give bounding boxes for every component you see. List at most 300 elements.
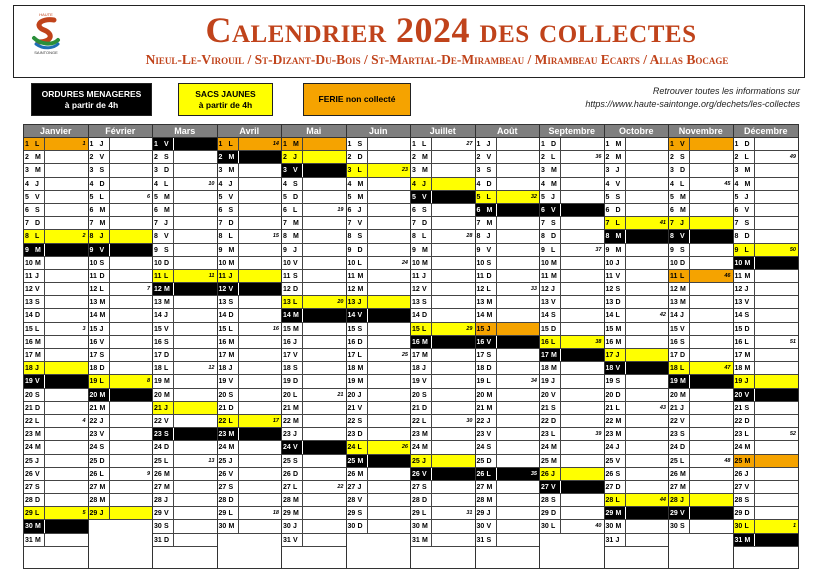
weekday-letter: L: [228, 417, 233, 425]
day-number: 15: [154, 325, 162, 333]
week-number: 21: [337, 391, 344, 398]
weekday-letter: J: [228, 272, 233, 280]
weekday-letter: M: [486, 404, 493, 412]
day-number: 11: [605, 272, 613, 280]
day-number: 11: [89, 272, 97, 280]
day-cell: [496, 389, 540, 401]
day-number: 7: [218, 220, 223, 228]
day-row: [24, 455, 88, 468]
day-number: 30: [476, 523, 485, 531]
weekday-letter: S: [293, 180, 298, 188]
day-row: [282, 428, 346, 441]
weekday-letter: S: [615, 470, 621, 478]
day-row: [153, 336, 217, 349]
day-number: 24: [734, 444, 743, 452]
day-row: [734, 257, 799, 270]
day-row: [734, 309, 799, 322]
day-row: [476, 481, 540, 494]
day-cell: [367, 217, 411, 229]
day-cell: [625, 428, 669, 440]
day-cell: [173, 507, 217, 519]
day-row: [282, 270, 346, 283]
weekday-letter: L: [551, 154, 556, 162]
day-cell: [496, 230, 540, 242]
weekday-letter: M: [35, 536, 41, 544]
day-row: [24, 494, 88, 507]
day-row: [89, 428, 153, 441]
day-row: [734, 534, 799, 547]
weekday-letter: M: [164, 378, 170, 386]
weekday-letter: M: [164, 193, 170, 201]
day-number: 13: [25, 299, 33, 307]
day-cell: [44, 164, 88, 176]
day-number: 23: [605, 431, 614, 439]
day-cell: [367, 402, 411, 414]
weekday-letter: V: [99, 154, 105, 162]
day-number: 22: [283, 417, 291, 425]
day-number: 9: [347, 246, 352, 254]
day-number: 10: [154, 259, 162, 267]
weekday-letter: M: [551, 272, 557, 280]
weekday-letter: M: [486, 220, 493, 228]
weekday-letter: J: [551, 193, 555, 201]
day-row: [153, 244, 217, 257]
weekday-letter: M: [357, 180, 364, 188]
weekday-letter: V: [228, 286, 234, 294]
day-row: [24, 138, 88, 151]
day-number: 16: [670, 338, 678, 346]
day-cell: [302, 415, 346, 427]
day-cell: [496, 217, 540, 229]
day-row: [669, 415, 733, 428]
weekday-letter: M: [35, 523, 41, 531]
day-row: [605, 428, 669, 441]
weekday-letter: S: [680, 154, 685, 162]
day-cell: [625, 244, 669, 256]
day-number: 19: [670, 378, 678, 386]
day-number: 19: [283, 378, 291, 386]
weekday-letter: V: [422, 193, 427, 201]
day-row: [24, 534, 88, 547]
weekday-letter: J: [164, 404, 168, 412]
day-row: [411, 534, 475, 547]
weekday-letter: J: [744, 470, 749, 478]
day-row: [605, 191, 669, 204]
day-cell: [238, 349, 282, 361]
weekday-letter: M: [615, 523, 622, 531]
day-cell: [173, 362, 217, 374]
weekday-letter: L: [164, 365, 169, 373]
day-number: 25: [541, 457, 549, 465]
day-cell: [173, 217, 217, 229]
day-row: [89, 336, 153, 349]
day-number: 14: [476, 312, 485, 320]
day-number: 11: [670, 272, 678, 280]
info-link[interactable]: https://www.haute-saintonge.org/dechets/les-collectes: [585, 99, 800, 109]
day-row: [218, 244, 282, 257]
day-row: [347, 296, 411, 309]
day-number: 22: [734, 417, 743, 425]
day-cell: [754, 389, 799, 401]
weekday-letter: V: [357, 404, 363, 412]
day-row: [669, 441, 733, 454]
day-cell: [44, 244, 88, 256]
day-row: [669, 362, 733, 375]
day-cell: [173, 481, 217, 493]
day-cell: [689, 415, 733, 427]
day-row: [476, 441, 540, 454]
day-row: [669, 389, 733, 402]
week-number: 42: [659, 312, 666, 319]
day-cell: [625, 389, 669, 401]
day-number: 28: [154, 497, 162, 505]
day-number: 24: [25, 444, 33, 452]
legend-ferie: FERIE non collecté: [303, 83, 411, 116]
weekday-letter: M: [422, 444, 428, 452]
day-number: 26: [154, 470, 162, 478]
day-cell: [302, 296, 346, 308]
weekday-letter: J: [551, 378, 555, 386]
day-cell: [625, 362, 669, 374]
day-row: [476, 455, 540, 468]
weekday-letter: V: [293, 444, 298, 452]
day-cell: [302, 375, 346, 387]
day-row: [153, 164, 217, 177]
day-number: 21: [541, 404, 549, 412]
day-cell: [302, 191, 346, 203]
day-number: 12: [670, 286, 678, 294]
weekday-letter: M: [164, 470, 170, 478]
day-cell: [44, 362, 88, 374]
weekday-letter: D: [422, 220, 428, 228]
day-cell: [302, 309, 346, 321]
day-cell: [367, 362, 411, 374]
week-number: 1: [82, 141, 86, 147]
day-cell: [431, 534, 475, 546]
day-row: [347, 389, 411, 402]
day-cell: [173, 204, 217, 216]
day-number: 25: [89, 457, 98, 465]
weekday-letter: M: [293, 510, 299, 518]
weekday-letter: J: [357, 391, 362, 399]
day-number: 4: [670, 180, 674, 188]
day-cell: [754, 494, 799, 506]
day-row: [734, 244, 799, 257]
day-number: 6: [218, 206, 223, 214]
day-row: [153, 204, 217, 217]
day-row: [605, 534, 669, 547]
month-header: Mars: [153, 125, 217, 138]
day-cell: [238, 441, 282, 453]
day-number: 14: [670, 312, 678, 320]
weekday-letter: M: [293, 325, 299, 333]
day-row: [282, 336, 346, 349]
day-row: [734, 138, 799, 151]
day-number: 17: [89, 352, 98, 359]
day-cell: [367, 481, 411, 493]
day-number: 15: [283, 325, 291, 333]
weekday-letter: M: [35, 259, 41, 267]
weekday-letter: V: [551, 391, 556, 399]
day-number: 6: [734, 206, 739, 214]
day-row: [540, 270, 604, 283]
weekday-letter: J: [357, 299, 362, 307]
day-number: 18: [605, 365, 614, 373]
weekday-letter: M: [680, 470, 686, 478]
day-row: [347, 455, 411, 468]
day-number: 27: [218, 483, 227, 491]
week-number: 12: [208, 365, 215, 372]
legend-sacs-jaunes: [178, 83, 273, 116]
weekday-letter: S: [99, 167, 105, 175]
day-cell: [367, 296, 411, 308]
day-row: [347, 349, 411, 362]
day-cell: [431, 178, 475, 190]
day-row: [669, 217, 733, 230]
day-row: [734, 151, 799, 164]
day-number: 9: [734, 246, 739, 254]
weekday-letter: S: [293, 365, 298, 373]
weekday-letter: L: [35, 141, 40, 148]
day-number: 12: [541, 286, 549, 294]
day-cell: [431, 217, 475, 229]
weekday-letter: J: [486, 417, 491, 425]
day-cell: [367, 336, 411, 348]
weekday-letter: J: [422, 457, 426, 465]
day-cell: [302, 204, 346, 216]
day-row: [605, 494, 669, 507]
day-row: [282, 191, 346, 204]
day-row: [153, 468, 217, 481]
day-number: 29: [734, 510, 743, 518]
day-row: [476, 164, 540, 177]
day-number: 30: [347, 523, 356, 531]
day-cell: [754, 204, 799, 216]
day-number: 8: [670, 233, 674, 241]
info-line1: Retrouver toutes les informations sur: [652, 86, 800, 96]
day-cell: [109, 257, 153, 269]
day-number: 12: [25, 286, 33, 294]
weekday-letter: L: [680, 272, 685, 280]
day-row: [218, 230, 282, 243]
day-row: [89, 441, 153, 454]
day-cell: [496, 244, 540, 256]
day-row: [411, 230, 475, 243]
day-cell: [173, 520, 217, 532]
week-number: 49: [789, 154, 796, 161]
weekday-letter: M: [35, 444, 41, 452]
weekday-letter: L: [99, 378, 104, 386]
empty-row: [218, 534, 282, 547]
day-row: [605, 204, 669, 217]
day-number: 21: [218, 404, 227, 412]
day-cell: [496, 428, 540, 440]
weekday-letter: S: [486, 444, 492, 452]
day-cell: [560, 270, 604, 282]
day-row: [282, 362, 346, 375]
weekday-letter: M: [228, 259, 235, 267]
day-row: [347, 191, 411, 204]
weekday-letter: D: [744, 141, 750, 148]
day-number: 3: [25, 167, 29, 175]
day-cell: [173, 415, 217, 427]
day-number: 21: [605, 404, 614, 412]
day-number: 27: [283, 483, 291, 491]
weekday-letter: V: [357, 312, 363, 320]
day-cell: [302, 270, 346, 282]
weekday-letter: L: [228, 233, 233, 241]
day-number: 18: [347, 365, 356, 373]
day-cell: [238, 230, 282, 242]
day-cell: [560, 468, 604, 480]
day-cell: [44, 375, 88, 387]
day-cell: [754, 244, 799, 256]
day-row: [89, 178, 153, 191]
day-number: 2: [347, 154, 352, 162]
day-number: 31: [283, 536, 291, 544]
day-number: 30: [25, 523, 33, 531]
day-number: 17: [605, 352, 614, 359]
day-number: 18: [476, 365, 485, 373]
weekday-letter: V: [680, 141, 685, 148]
day-cell: [44, 441, 88, 453]
day-cell: [173, 257, 217, 269]
day-cell: [754, 520, 799, 532]
day-row: [734, 349, 799, 362]
day-number: 20: [670, 391, 678, 399]
month-header: Janvier: [24, 125, 88, 138]
day-row: [605, 217, 669, 230]
day-cell: [754, 151, 799, 163]
day-number: 13: [154, 299, 162, 307]
week-number: 2: [82, 233, 86, 240]
day-number: 10: [89, 259, 98, 267]
weekday-letter: J: [293, 431, 297, 439]
day-row: [476, 323, 540, 336]
day-cell: [238, 164, 282, 176]
day-cell: [302, 481, 346, 493]
day-row: [476, 138, 540, 151]
weekday-letter: M: [228, 167, 235, 175]
weekday-letter: V: [164, 325, 169, 333]
day-number: 20: [25, 391, 33, 399]
day-number: 23: [218, 431, 227, 439]
day-number: 6: [412, 206, 416, 214]
weekday-letter: J: [293, 523, 297, 531]
day-number: 4: [283, 180, 287, 188]
weekday-letter: J: [164, 312, 168, 320]
day-number: 4: [541, 180, 545, 188]
weekday-letter: L: [680, 180, 685, 188]
day-number: 9: [89, 246, 94, 254]
day-cell: [754, 415, 799, 427]
weekday-letter: M: [422, 259, 428, 267]
day-cell: [173, 270, 217, 282]
week-number: 37: [595, 246, 602, 253]
day-number: 16: [734, 338, 743, 346]
day-cell: [754, 257, 799, 269]
weekday-letter: S: [35, 391, 40, 399]
day-cell: [44, 428, 88, 440]
day-row: [540, 336, 604, 349]
weekday-letter: M: [357, 272, 364, 280]
day-cell: [431, 349, 475, 361]
day-number: 1: [476, 141, 481, 148]
weekday-letter: M: [744, 259, 751, 267]
day-cell: [560, 441, 604, 453]
day-number: 7: [154, 220, 158, 228]
day-number: 14: [347, 312, 356, 320]
day-number: 6: [605, 206, 610, 214]
day-number: 18: [670, 365, 678, 373]
weekday-letter: J: [680, 220, 684, 228]
weekday-letter: V: [551, 483, 556, 491]
day-cell: [109, 309, 153, 321]
weekday-letter: L: [35, 510, 40, 518]
weekday-letter: V: [680, 417, 685, 425]
weekday-letter: D: [357, 246, 363, 254]
day-cell: [496, 415, 540, 427]
weekday-letter: D: [680, 352, 686, 359]
day-number: 22: [154, 417, 162, 425]
day-row: [218, 309, 282, 322]
day-row: [347, 217, 411, 230]
weekday-letter: S: [615, 193, 621, 201]
day-cell: [367, 520, 411, 532]
day-number: 10: [605, 259, 614, 267]
day-row: [347, 336, 411, 349]
day-row: [24, 178, 88, 191]
day-number: 10: [670, 259, 678, 267]
day-number: 14: [605, 312, 614, 320]
day-number: 24: [541, 444, 549, 452]
weekday-letter: L: [99, 286, 104, 294]
day-cell: [109, 455, 153, 467]
day-number: 3: [605, 167, 610, 175]
day-cell: [302, 217, 346, 229]
day-row: [282, 204, 346, 217]
weekday-letter: M: [164, 483, 170, 491]
day-number: 21: [283, 404, 291, 412]
day-number: 14: [25, 312, 33, 320]
day-cell: [431, 481, 475, 493]
day-cell: [367, 244, 411, 256]
day-cell: [302, 455, 346, 467]
weekday-letter: J: [422, 365, 426, 373]
day-row: [282, 402, 346, 415]
day-row: [411, 323, 475, 336]
month-column: [89, 125, 154, 568]
day-cell: [109, 283, 153, 295]
day-cell: [560, 375, 604, 387]
day-cell: [173, 151, 217, 163]
day-number: 16: [154, 338, 162, 346]
day-row: [734, 494, 799, 507]
day-cell: [496, 468, 540, 480]
day-row: [24, 151, 88, 164]
weekday-letter: M: [293, 312, 299, 320]
day-number: 4: [89, 180, 94, 188]
weekday-letter: D: [35, 312, 41, 320]
day-row: [89, 270, 153, 283]
day-cell: [431, 468, 475, 480]
day-number: 26: [89, 470, 98, 478]
day-row: [734, 164, 799, 177]
day-row: [89, 415, 153, 428]
day-cell: [173, 428, 217, 440]
day-cell: [367, 178, 411, 190]
day-number: 28: [476, 497, 485, 505]
